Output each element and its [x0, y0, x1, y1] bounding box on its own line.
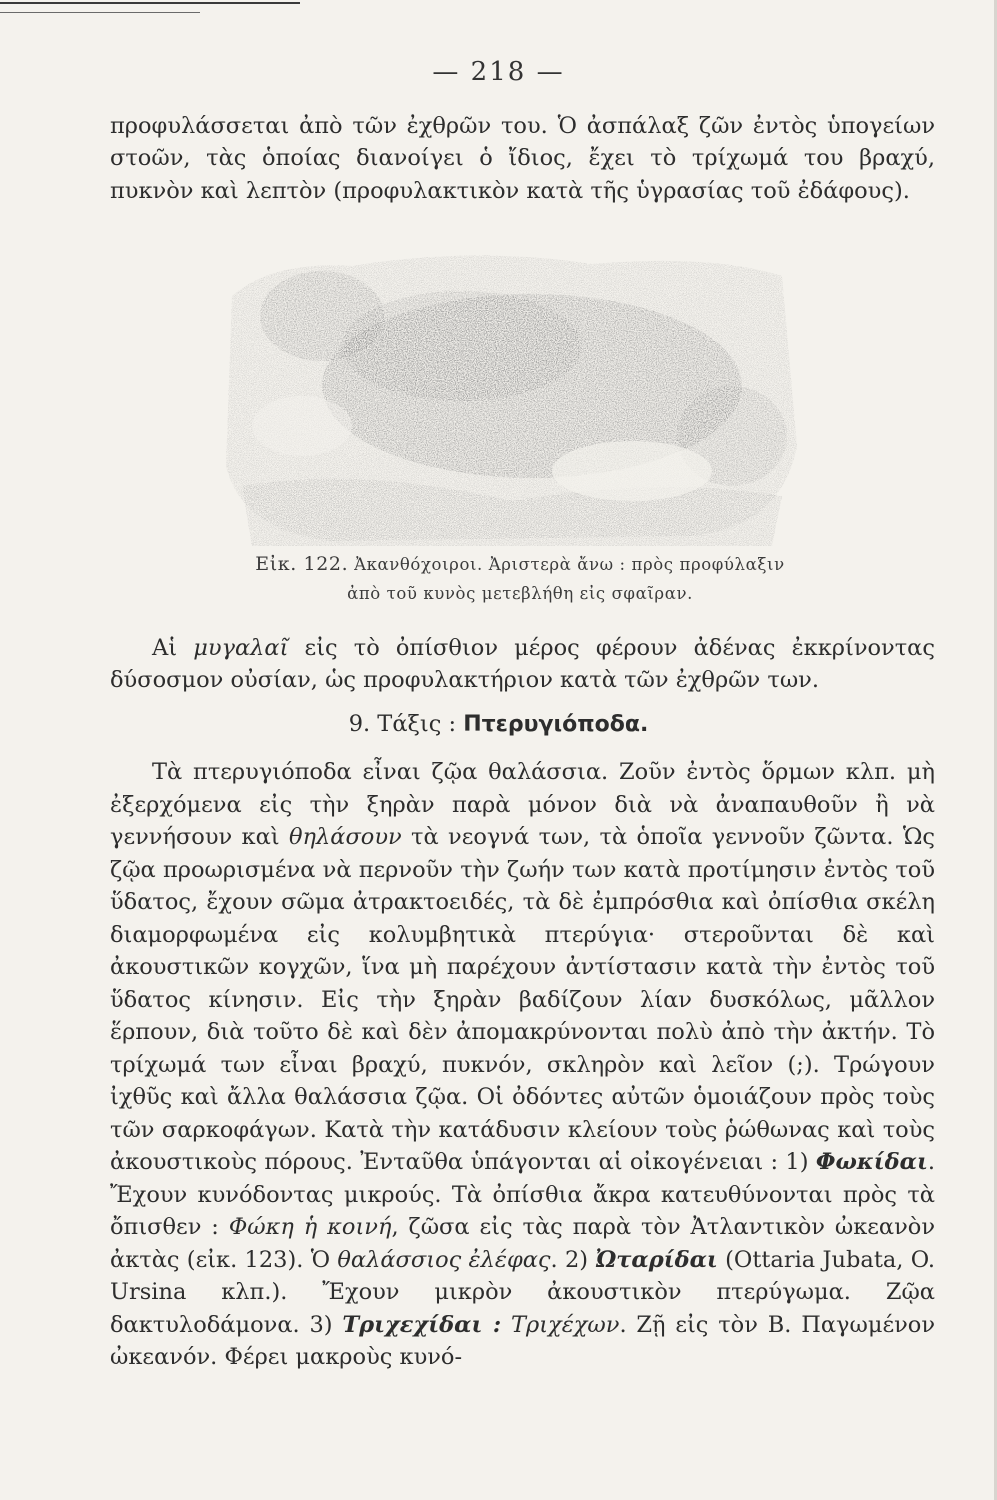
- text-run: . Ζῇ εἰς τὸν Β. Παγωμένον ὠκεανόν. Φέρει μακροὺς κυνό-: [110, 1311, 936, 1370]
- paragraph-mole: [110, 110, 935, 207]
- text-run: , ζῶσα εἰς τὰς παρὰ τὸν Ἀτλαντικὸν ὠκεανὸν ἀκτὰς (εἰκ. 123). Ὁ: [110, 1214, 936, 1273]
- family-name: Φωκίδαι: [815, 1149, 928, 1175]
- heading-prefix: 9. Τάξις :: [348, 711, 457, 737]
- family-name: Ὠταρίδαι: [595, 1246, 718, 1273]
- paragraph-shrews: [110, 632, 935, 697]
- paragraph-text: [110, 756, 935, 1374]
- italic-term: θαλάσσιος ἐλέφας: [337, 1246, 551, 1273]
- text-run: . Ἔχουν κυνόδοντας μικρούς. Τὰ ὀπίσθια ἄκρα κατευθύνονται πρὸς τὰ ὄπισθεν :: [110, 1149, 935, 1240]
- text-run: εἰς τὸ ὀπίσθιον μέρος φέρουν ἀδένας ἐκκρίνοντας δύσοσμον οὐσίαν, ὡς προφυλακτήριον κατὰ τῶν ἐχθρῶν των.: [110, 635, 935, 694]
- caption-line-1: [200, 550, 840, 579]
- section-heading: [0, 711, 997, 737]
- page-number: — 218 —: [432, 57, 565, 87]
- text-run: τὰ νεογνά των, τὰ ὁποῖα γεννοῦν ζῶντα. Ὡς ζῷα προωρισμένα νὰ περνοῦν τὴν ζωήν των κατὰ προτίμησιν ἐντὸς τοῦ ὕδατος, ἔχουν σῶμα ἀτρακτοειδές, τὰ δὲ ἐμπρόσθια καὶ ὀπίσθια σκέλη διαμορφωμένα εἰς κολυμβητικὰ πτερύγια· στεροῦνται δὲ καὶ ἀκουστικῶν κογχῶν, ἵνα μὴ παρέχουν ἀντίστασιν κατὰ τὴν ἐντὸς τοῦ ὕδατος κίνησιν. Εἰς τὴν ξηρὰν βαδίζουν λίαν δυσκόλως, μᾶλλον ἕρπουν, διὰ τοῦτο δὲ καὶ δὲν ἀπομακρύνονται πολὺ ἀπὸ τὴν ἀκτήν. Τὸ τρίχωμά των εἶναι βραχύ, πυκνόν, σκληρὸν καὶ λεῖον (;). Τρώγουν ἰχθῦς καὶ ἄλλα θαλάσσια ζῷα. Οἱ ὀδόντες αὐτῶν ὁμοιάζουν πρὸς τοὺς τῶν σαρκοφάγων. Κατὰ τὴν κατάδυσιν κλείουν τοὺς ῥώθωνας καὶ τοὺς ἀκουστικοὺς πόρους. Ἐνταῦθα ὑπάγονται αἱ οἰκογένειαι : 1): [110, 824, 935, 1175]
- paragraph-text: προφυλάσσεται ἀπὸ τῶν ἐχθρῶν του. Ὁ ἀσπάλαξ ζῶν ἐντὸς ὑπογείων στοῶν, τὰς ὁποίας διανοίγει ὁ ἴδιος, ἔχει τὸ τρίχωμά του βραχύ, πυκνὸν καὶ λεπτὸν (προφυλακτικὸν κατὰ τῆς ὑγρασίας τοῦ ἐδάφους).: [110, 113, 935, 204]
- text-run: Αἱ: [152, 635, 194, 661]
- heading-title: Πτερυγιόποδα.: [463, 712, 649, 737]
- paragraph-text: [110, 632, 935, 697]
- scan-edge-line-faint: [0, 12, 200, 13]
- caption-text-2: ἀπὸ τοῦ κυνὸς μετεβλήθη εἰς σφαῖραν.: [347, 584, 693, 603]
- text-run: [501, 1312, 511, 1338]
- italic-term: θηλάσουν: [288, 824, 402, 850]
- italic-term: Τριχέχων: [511, 1311, 620, 1338]
- italic-term: μυγαλαῖ: [193, 635, 289, 661]
- text-run: Τὰ πτερυγιόποδα εἶναι ζῷα θαλάσσια. Ζοῦν ἐντὸς ὅρμων κλπ. μὴ ἐξερχόμενα εἰς τὴν ξηρὰν παρὰ μόνον διὰ νὰ ἀναπαυθοῦν ἢ νὰ γεννήσουν καὶ: [110, 759, 935, 850]
- text-run: (Ottaria Jubata, O. Ursina κλπ.). Ἔχουν μικρὸν ἀκουστικὸν πτερύγωμα. Ζῷα δακτυλοδάμονα. 3): [110, 1246, 935, 1338]
- caption-label: Εἰκ. 122.: [255, 553, 349, 575]
- paragraph-pinnipeds: [110, 756, 935, 1374]
- hedgehog-illustration-icon: [212, 236, 808, 556]
- scan-edge-line: [0, 2, 300, 4]
- caption-text-1: Ἀκανθόχοιροι. Ἀριστερὰ ἄνω : πρὸς προφύλαξιν: [354, 555, 785, 574]
- text-run: . 2): [550, 1246, 596, 1273]
- figure-caption: [200, 550, 840, 608]
- italic-term: Φώκη ἡ κοινή: [228, 1214, 392, 1240]
- family-name: Τριχεχίδαι :: [342, 1311, 502, 1338]
